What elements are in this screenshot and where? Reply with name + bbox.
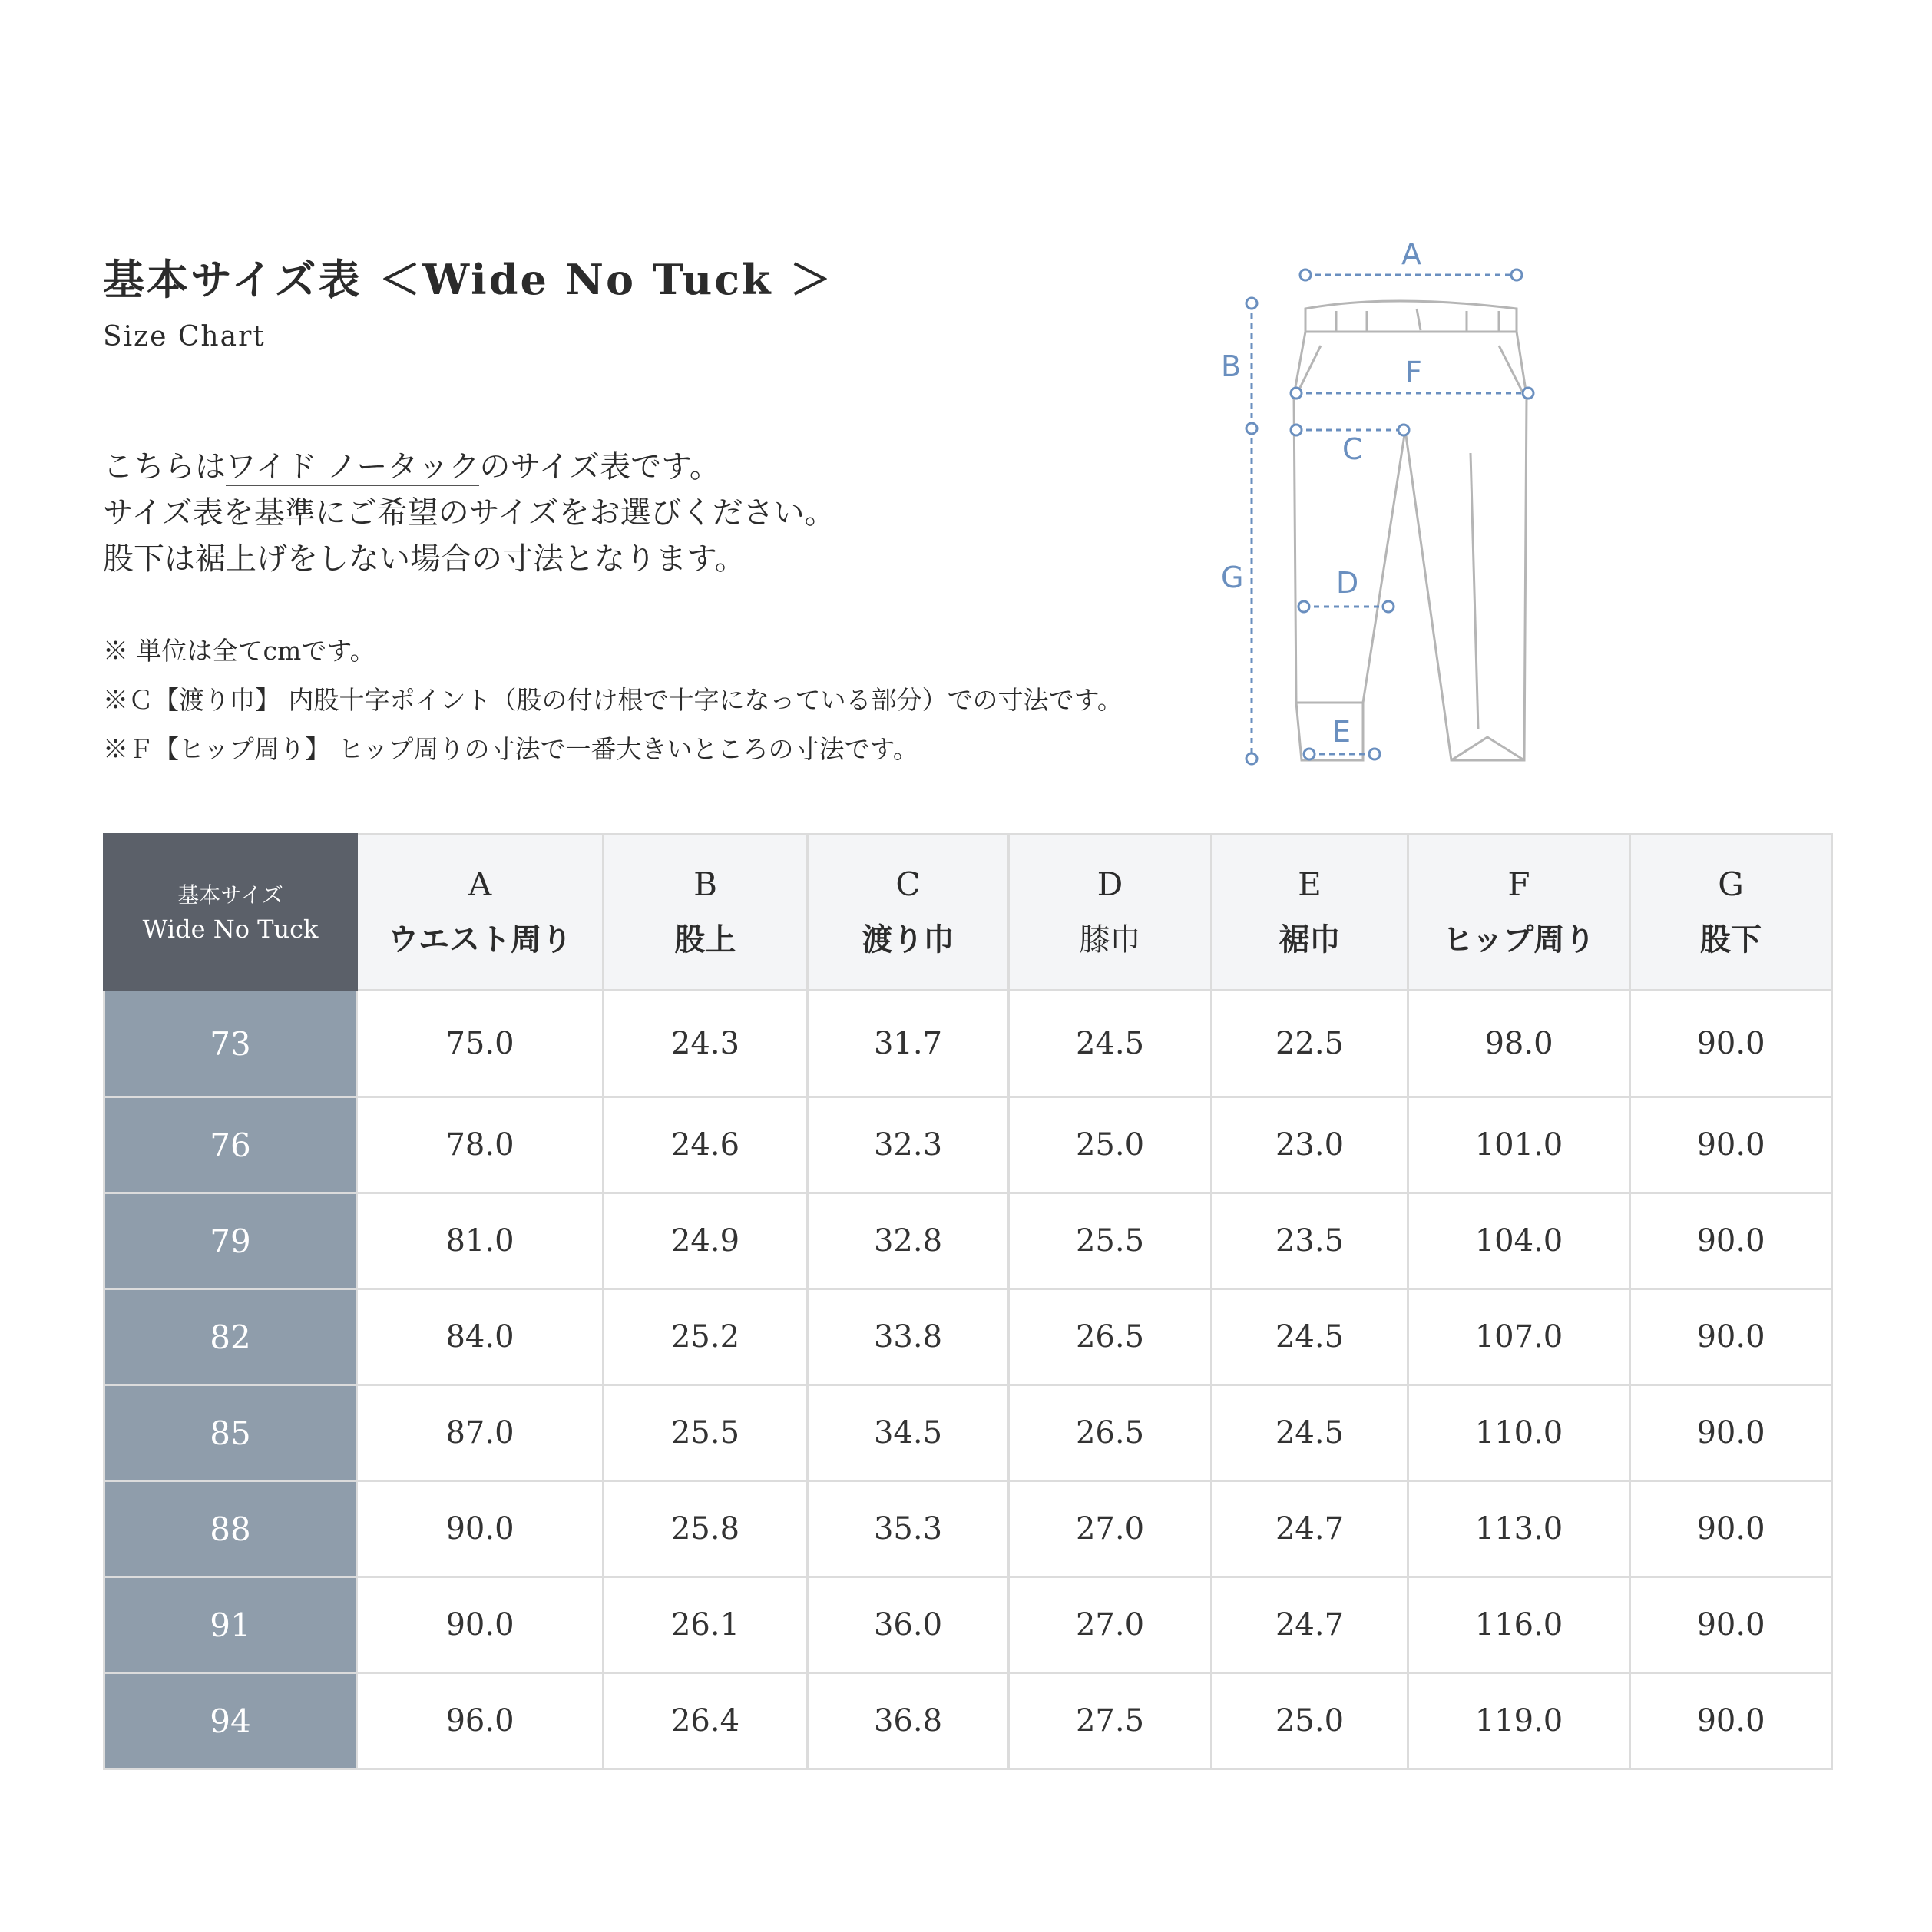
value-cell: 27.0 — [1009, 1577, 1212, 1673]
column-name: 渡り巾 — [862, 921, 954, 958]
value-cell: 24.9 — [604, 1193, 808, 1289]
value-cell: 31.7 — [808, 991, 1009, 1097]
column-code: B — [693, 865, 717, 903]
value-cell: 24.6 — [604, 1097, 808, 1193]
value-cell: 90.0 — [1630, 1289, 1832, 1385]
table-row — [104, 1097, 1832, 1193]
column-code: D — [1097, 865, 1123, 903]
column-name: ウエスト周り — [388, 921, 572, 958]
value-cell: 107.0 — [1408, 1289, 1630, 1385]
label-a: A — [1401, 238, 1421, 271]
value-cell: 34.5 — [808, 1385, 1009, 1481]
note-unit: ※ 単位は全てcmです。 — [103, 636, 375, 666]
value-cell: 32.8 — [808, 1193, 1009, 1289]
value-cell: 26.5 — [1009, 1385, 1212, 1481]
column-header-g — [1630, 835, 1832, 991]
corner-label-1: 基本サイズ — [177, 882, 283, 908]
value-cell: 90.0 — [1630, 991, 1832, 1097]
column-header-a — [357, 835, 604, 991]
label-g: G — [1221, 561, 1244, 594]
column-code: A — [468, 865, 492, 903]
table-row — [104, 1289, 1832, 1385]
column-name: 股上 — [674, 921, 736, 958]
column-code: C — [895, 865, 921, 903]
measure-points — [1246, 270, 1533, 764]
column-name: 裾巾 — [1279, 921, 1341, 958]
column-header-f — [1408, 835, 1630, 991]
value-cell: 26.1 — [604, 1577, 808, 1673]
column-code: E — [1298, 865, 1322, 903]
value-cell: 25.5 — [604, 1385, 808, 1481]
column-header-d — [1009, 835, 1212, 991]
label-f: F — [1405, 356, 1422, 389]
size-cell: 73 — [104, 991, 357, 1097]
value-cell: 90.0 — [1630, 1193, 1832, 1289]
value-cell: 23.5 — [1212, 1193, 1408, 1289]
column-code: F — [1507, 865, 1530, 903]
value-cell: 27.0 — [1009, 1481, 1212, 1577]
size-cell: 79 — [104, 1193, 357, 1289]
intro-line-2: サイズ表を基準にご希望のサイズをお選びください。 — [103, 495, 835, 531]
value-cell: 24.3 — [604, 991, 808, 1097]
value-cell: 25.2 — [604, 1289, 808, 1385]
label-d: D — [1336, 566, 1359, 600]
intro-line-1 — [103, 444, 835, 490]
value-cell: 84.0 — [357, 1289, 604, 1385]
intro-line-1-post: のサイズ表です。 — [479, 449, 720, 485]
table-corner-header — [104, 835, 357, 991]
value-cell: 22.5 — [1212, 991, 1408, 1097]
page-subtitle: Size Chart — [103, 321, 266, 352]
value-cell: 25.8 — [604, 1481, 808, 1577]
table-row — [104, 991, 1832, 1097]
value-cell: 24.5 — [1009, 991, 1212, 1097]
value-cell: 35.3 — [808, 1481, 1009, 1577]
product-name-underlined: ワイド ノータック — [226, 449, 480, 485]
value-cell: 23.0 — [1212, 1097, 1408, 1193]
value-cell: 96.0 — [357, 1673, 604, 1769]
value-cell: 90.0 — [1630, 1673, 1832, 1769]
column-header-b — [604, 835, 808, 991]
value-cell: 104.0 — [1408, 1193, 1630, 1289]
page-title: 基本サイズ表 ＜Wide No Tuck ＞ — [103, 255, 834, 304]
value-cell: 24.7 — [1212, 1577, 1408, 1673]
intro-line-3: 股下は裾上げをしない場合の寸法となります。 — [103, 541, 746, 577]
label-b: B — [1221, 349, 1242, 383]
table-row — [104, 1481, 1832, 1577]
value-cell: 25.0 — [1212, 1673, 1408, 1769]
column-name: ヒップ周り — [1442, 921, 1596, 958]
value-cell: 90.0 — [357, 1577, 604, 1673]
size-cell: 85 — [104, 1385, 357, 1481]
value-cell: 98.0 — [1408, 991, 1630, 1097]
value-cell: 24.5 — [1212, 1289, 1408, 1385]
column-name: 膝巾 — [1079, 922, 1141, 958]
value-cell: 25.5 — [1009, 1193, 1212, 1289]
value-cell: 75.0 — [357, 991, 604, 1097]
size-cell: 88 — [104, 1481, 357, 1577]
value-cell: 24.7 — [1212, 1481, 1408, 1577]
size-cell: 76 — [104, 1097, 357, 1193]
value-cell: 113.0 — [1408, 1481, 1630, 1577]
measure-lines — [1252, 275, 1528, 759]
column-header-e — [1212, 835, 1408, 991]
table-row — [104, 1673, 1832, 1769]
table-row — [104, 1193, 1832, 1289]
table-row — [104, 1577, 1832, 1673]
value-cell: 32.3 — [808, 1097, 1009, 1193]
value-cell: 27.5 — [1009, 1673, 1212, 1769]
value-cell: 90.0 — [357, 1481, 604, 1577]
value-cell: 90.0 — [1630, 1097, 1832, 1193]
value-cell: 110.0 — [1408, 1385, 1630, 1481]
value-cell: 33.8 — [808, 1289, 1009, 1385]
value-cell: 36.8 — [808, 1673, 1009, 1769]
table-row — [104, 1385, 1832, 1481]
value-cell: 78.0 — [357, 1097, 604, 1193]
table-header-row — [104, 835, 1832, 991]
note-c: ※Ｃ【渡り巾】 内股十字ポイント（股の付け根で十字になっている部分）での寸法です。 — [103, 685, 1123, 715]
value-cell: 81.0 — [357, 1193, 604, 1289]
intro-line-1-pre: こちらは — [103, 449, 226, 485]
note-f: ※Ｆ【ヒップ周り】 ヒップ周りの寸法で一番大きいところの寸法です。 — [103, 734, 918, 764]
label-e: E — [1332, 715, 1351, 749]
value-cell: 87.0 — [357, 1385, 604, 1481]
value-cell: 36.0 — [808, 1577, 1009, 1673]
value-cell: 26.4 — [604, 1673, 808, 1769]
size-table — [103, 833, 1833, 1770]
corner-label-2: Wide No Tuck — [142, 915, 319, 944]
value-cell: 25.0 — [1009, 1097, 1212, 1193]
value-cell: 101.0 — [1408, 1097, 1630, 1193]
size-cell: 82 — [104, 1289, 357, 1385]
value-cell: 24.5 — [1212, 1385, 1408, 1481]
notes — [103, 627, 1123, 774]
pants-diagram — [1213, 238, 1551, 776]
column-code: G — [1718, 865, 1744, 903]
value-cell: 90.0 — [1630, 1385, 1832, 1481]
size-cell: 91 — [104, 1577, 357, 1673]
value-cell: 90.0 — [1630, 1577, 1832, 1673]
value-cell: 90.0 — [1630, 1481, 1832, 1577]
value-cell: 26.5 — [1009, 1289, 1212, 1385]
intro-text — [103, 444, 835, 582]
size-cell: 94 — [104, 1673, 357, 1769]
column-name: 股下 — [1700, 921, 1762, 958]
column-header-c — [808, 835, 1009, 991]
value-cell: 119.0 — [1408, 1673, 1630, 1769]
label-c: C — [1342, 432, 1363, 466]
value-cell: 116.0 — [1408, 1577, 1630, 1673]
